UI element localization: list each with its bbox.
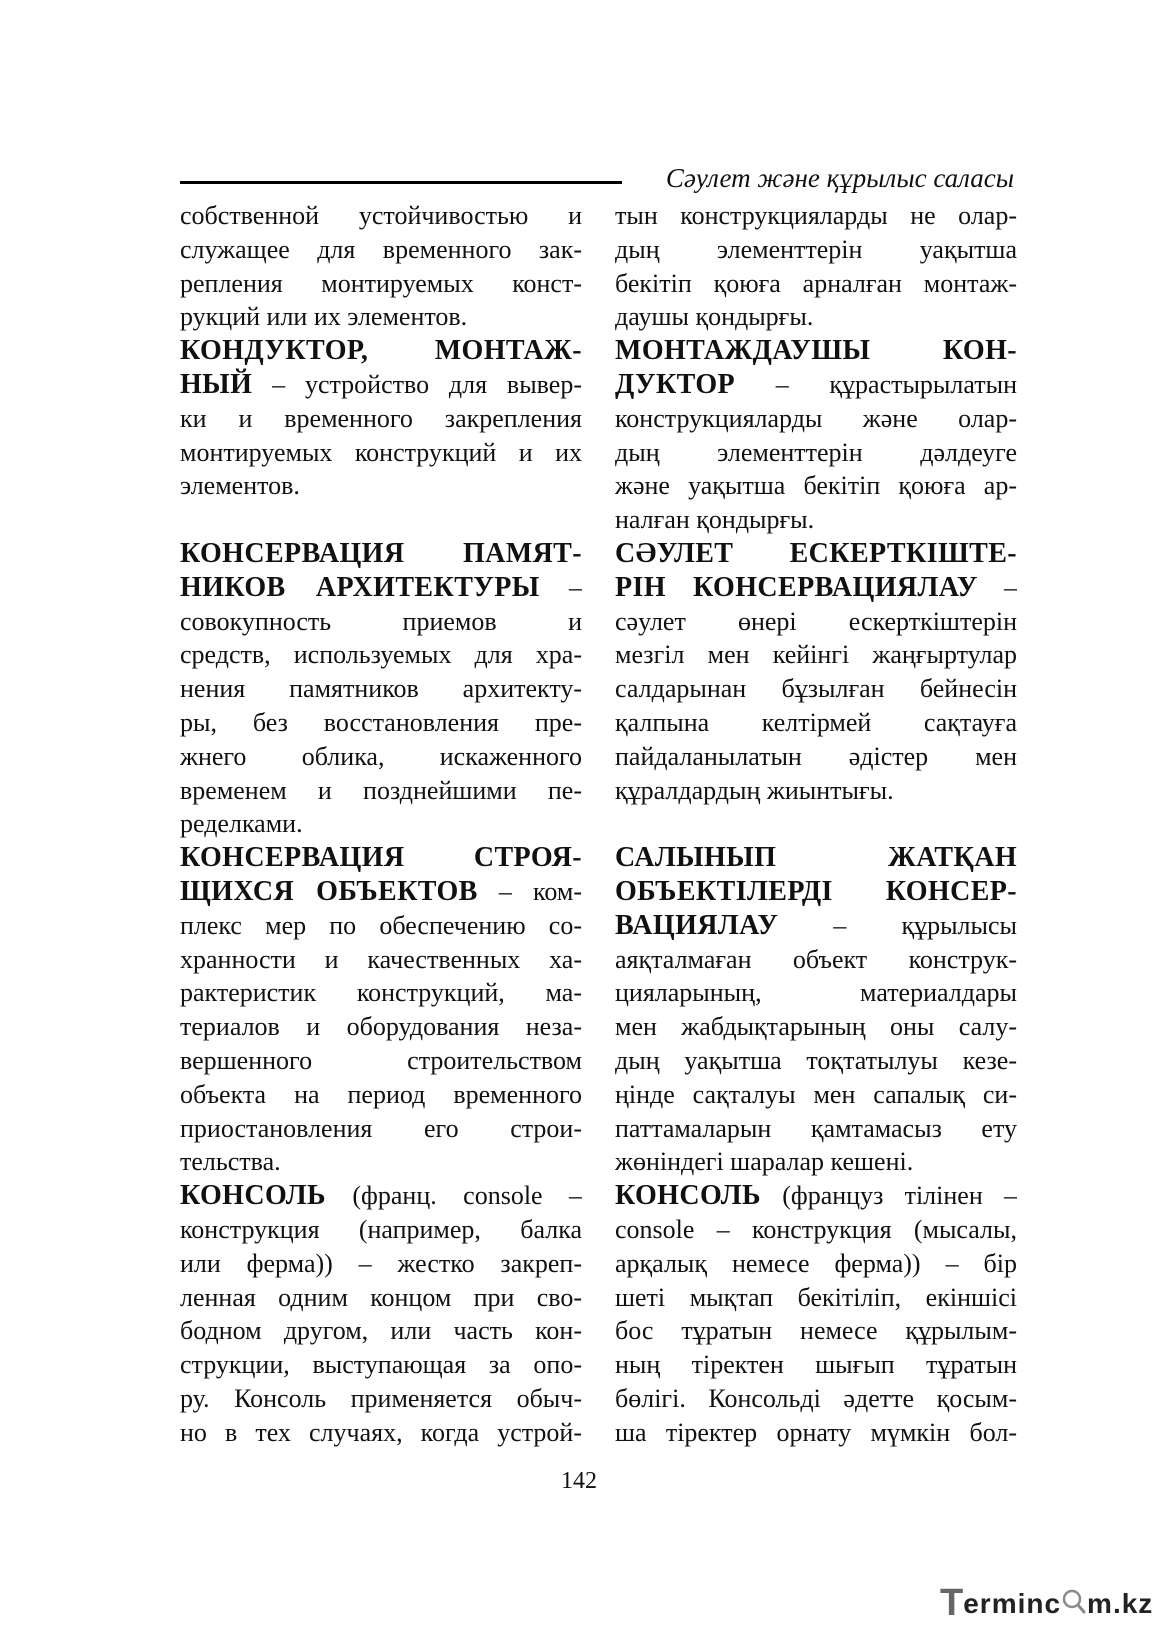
text-line: совокупность приемов и [180,606,582,636]
page-number: 142 [561,1468,597,1494]
line-text: (франц. console – [325,1181,582,1211]
left-column-russian [180,199,582,1449]
text-line: элементов. [180,471,300,501]
magnifier-icon [1062,1587,1086,1620]
text-line: аяқталмаған объект конструк- [615,944,1017,974]
entry-heading-line: КОНСЕРВАЦИЯ СТРОЯ- [180,842,582,874]
text-line: плекс мер по обеспечению со- [180,910,582,940]
logo-text-end: m.kz [1087,1587,1154,1619]
text-line: console – конструкция (мысалы, [615,1214,1017,1244]
text-line: рукций или их элементов. [180,302,468,332]
bold-term: ЩИХСЯ ОБЪЕКТОВ [180,875,478,907]
text-line: цияларының, материалдары [615,978,1017,1008]
text-line: дың элементтерін дәлдеуге [615,437,1017,467]
bold-term: КОНСОЛЬ [615,1180,761,1212]
text-line: мезгіл мен кейінгі жаңғыртулар [615,640,1017,670]
text-line: бодном другом, или часть кон- [180,1316,582,1346]
text-line: налған қондырғы. [615,505,815,535]
entry-heading-line: КОНДУКТОР, МОНТАЖ- [180,335,582,367]
entry-heading-line: МОНТАЖДАУШЫ КОН- [615,335,1017,367]
bold-term: КОНСОЛЬ [180,1180,326,1212]
running-head: Сәулет және құрылыс саласы [665,163,1014,193]
text-line: ры, без восстановления пре- [180,707,582,737]
text-line: или ферма)) – жестко закреп- [180,1248,582,1278]
text-line: приостановления его строи- [180,1113,582,1143]
text-line [615,571,1017,605]
text-line: териалов и оборудования неза- [180,1012,582,1042]
text-line: тельства. [180,1147,281,1177]
text-line: тын конструкцияларды не олар- [615,201,1017,230]
entry-heading-line: КОНСЕРВАЦИЯ ПАМЯТ- [180,537,582,569]
text-line: паттамаларын қамтамасыз ету [615,1113,1017,1143]
text-line: бөлігі. Консольді әдетте қосым- [615,1383,1017,1413]
bold-term: НЫЙ [180,368,253,400]
paragraph-gap [615,807,1017,841]
text-line: сәулет өнері ескерткіштерін [615,606,1017,636]
text-line [180,1179,582,1213]
line-text: – [539,572,582,602]
text-line: дың уақытша тоқтатылуы кезе- [615,1045,1017,1075]
text-line: хранности и качественных ха- [180,944,582,974]
entry-heading-line: САЛЫНЫП ЖАТҚАН [615,842,1017,874]
text-line: салдарынан бұзылған бейнесін [615,674,1017,704]
text-line: рактеристик конструкций, ма- [180,978,582,1008]
text-line: ша тіректер орнату мүмкін бол- [615,1417,1017,1447]
line-text: – [977,572,1017,602]
text-line: жөніндегі шаралар кешені. [615,1147,914,1177]
right-column-kazakh [615,199,1017,1449]
text-line: репления монтируемых конст- [180,268,582,298]
text-line: объекта на период временного [180,1079,582,1109]
paragraph-gap [180,503,582,537]
text-line: служащее для временного зак- [180,234,582,264]
bold-term: ДУКТОР [615,368,736,400]
text-line [615,909,1017,943]
line-text: – құрылысы [778,910,1017,940]
text-line: ленная одним концом при сво- [180,1282,582,1312]
text-line: конструкцияларды және олар- [615,403,1017,433]
text-line [180,571,582,605]
line-text: – устройство для вывер- [252,369,582,399]
text-line: но в тех случаях, когда устрой- [180,1417,582,1447]
text-line: жнего облика, искаженного [180,741,582,771]
text-line: вершенного строительством [180,1045,582,1075]
text-line: бекітіп қоюға арналған монтаж- [615,268,1017,298]
text-line: арқалық немесе ферма)) – бір [615,1248,1017,1278]
text-line: ру. Консоль применяется обыч- [180,1383,582,1413]
entry-heading-line: ОБЪЕКТІЛЕРДІ КОНСЕР- [615,875,1017,907]
text-line [180,875,582,909]
text-line: бос тұратын немесе құрылым- [615,1316,1017,1346]
text-line: ның тіректен шығып тұратын [615,1350,1017,1380]
text-line: ңінде сақталуы мен сапалық си- [615,1079,1017,1109]
text-line: временем и позднейшими пе- [180,775,582,805]
logo-text-middle: erminc [963,1587,1062,1619]
bold-term: РІН КОНСЕРВАЦИЯЛАУ [615,571,978,603]
text-line: монтируемых конструкций и их [180,437,582,467]
entry-heading-line: СӘУЛЕТ ЕСКЕРТКІШТЕ- [615,537,1017,569]
text-line [615,368,1017,402]
text-line: конструкция (например, балка [180,1214,582,1244]
text-line: нения памятников архитекту- [180,674,582,704]
text-line: дың элементтерін уақытша [615,234,1017,264]
line-text: – ком- [477,876,582,906]
logo-initial: T [940,1582,964,1624]
text-line: шеті мықтап бекітіліп, екіншісі [615,1282,1017,1312]
text-line: средств, используемых для хра- [180,640,582,670]
text-line: қалпына келтірмей сақтауға [615,707,1017,737]
text-line [180,368,582,402]
text-line: даушы қондырғы. [615,302,814,332]
text-line: струкции, выступающая за опо- [180,1350,582,1380]
termincom-logo [940,1582,1153,1622]
text-line: құралдардың жиынтығы. [615,775,894,805]
line-text: – құрастырылатын [735,369,1017,399]
bold-term: НИКОВ АРХИТЕКТУРЫ [180,571,540,603]
header-rule [180,181,622,184]
text-line: ределками. [180,809,303,839]
text-line: собственной устойчивостью и [180,201,582,230]
text-line: пайдаланылатын әдістер мен [615,741,1017,771]
text-line: және уақытша бекітіп қоюға ар- [615,471,1017,501]
text-line: мен жабдықтарының оны салу- [615,1012,1017,1042]
text-line: ки и временного закрепления [180,403,582,433]
line-text: (француз тілінен – [760,1181,1017,1211]
text-line [615,1179,1017,1213]
bold-term: ВАЦИЯЛАУ [615,909,779,941]
